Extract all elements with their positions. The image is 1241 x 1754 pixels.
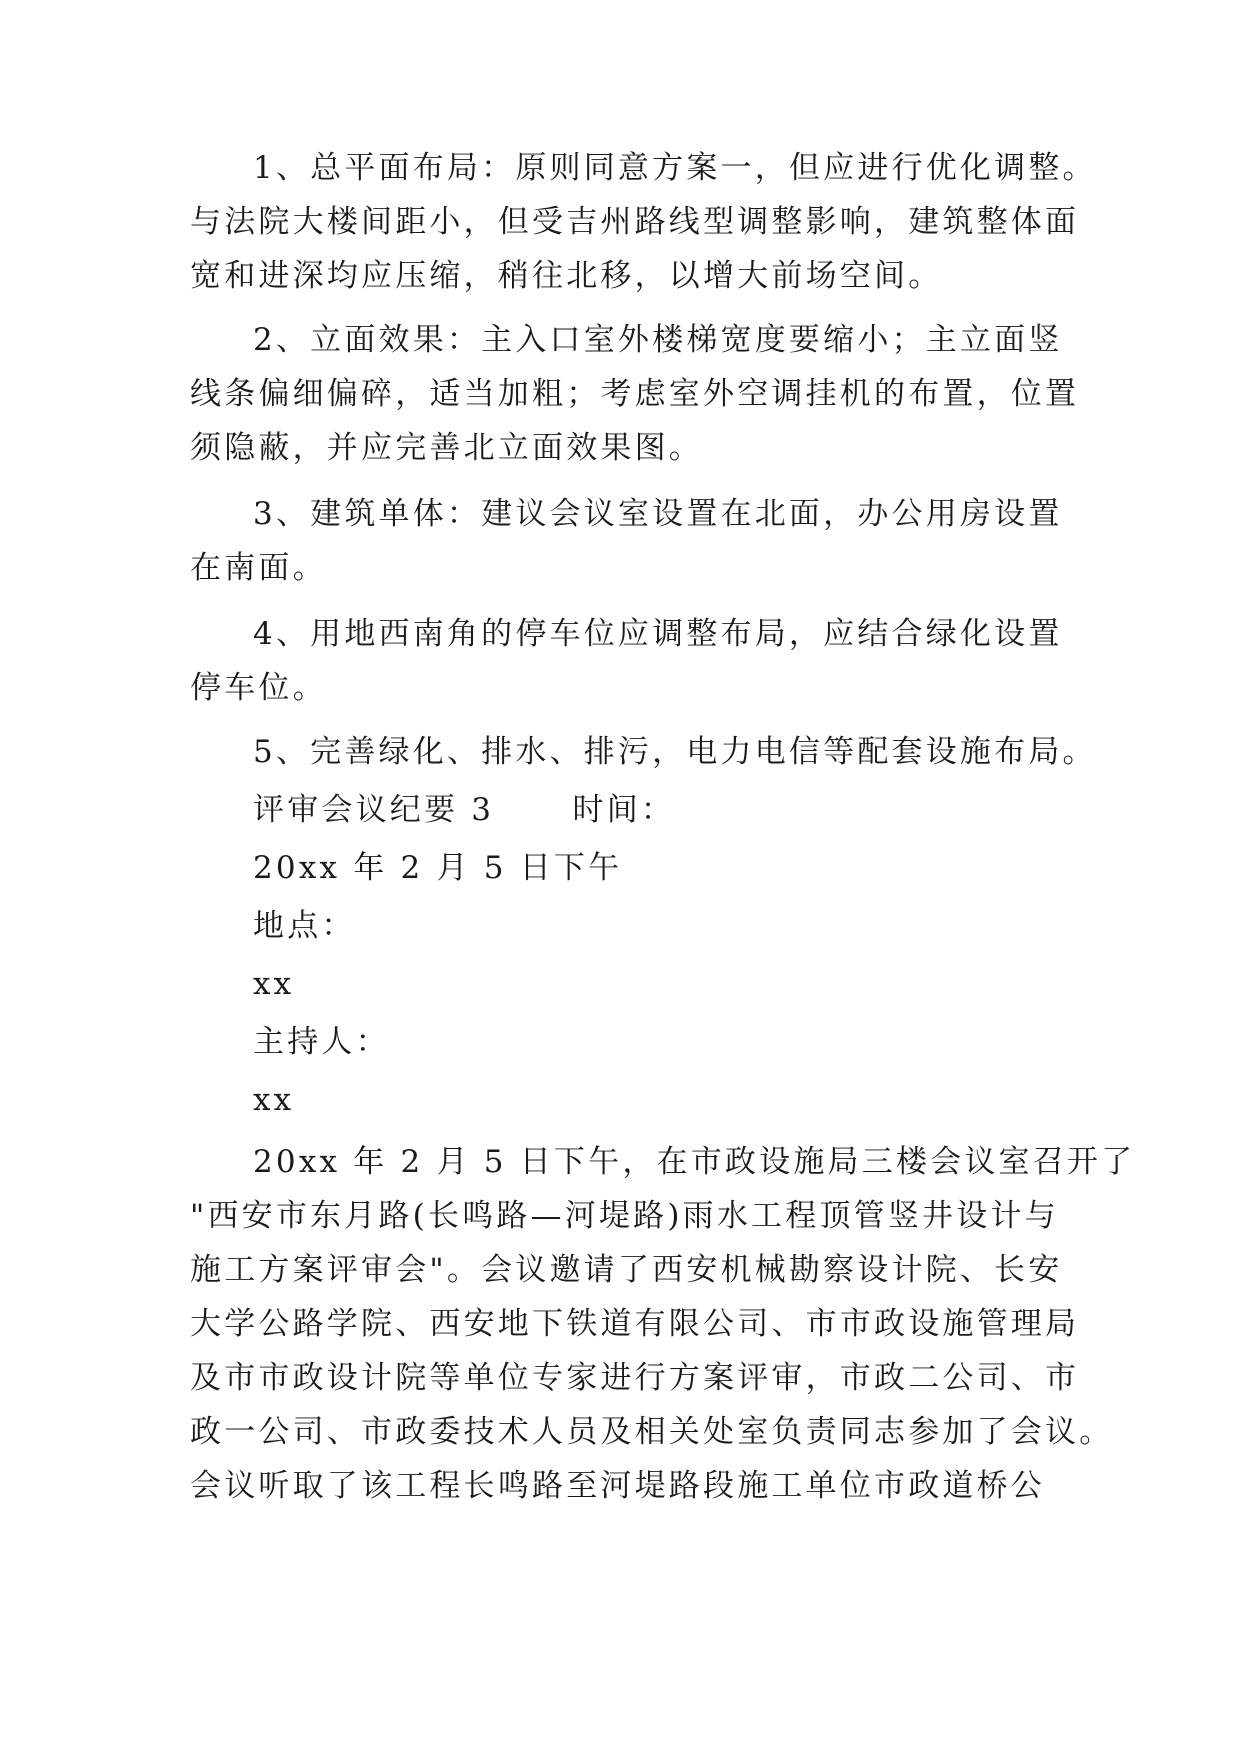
text-line: 施工方案评审会"。会议邀请了西安机械勘察设计院、长安 xyxy=(190,1252,1063,1288)
text-line: 政一公司、市政委技术人员及相关处室负责同志参加了会议。 xyxy=(190,1414,1114,1450)
text-line: 2、立面效果：主入口室外楼梯宽度要缩小；主立面竖 xyxy=(253,322,1063,358)
text-line: 20xx 年 2 月 5 日下午 xyxy=(253,850,623,886)
text-line: xx xyxy=(253,966,295,1002)
text-line: 及市市政设计院等单位专家进行方案评审，市政二公司、市 xyxy=(190,1360,1080,1396)
text-line: xx xyxy=(253,1082,295,1118)
text-line: 1、总平面布局：原则同意方案一，但应进行优化调整。 xyxy=(253,150,1097,186)
text-line: 须隐蔽，并应完善北立面效果图。 xyxy=(190,430,703,466)
text-line: 地点： xyxy=(253,908,356,944)
text-line: 在南面。 xyxy=(190,550,327,586)
text-line: 20xx 年 2 月 5 日下午，在市政设施局三楼会议室召开了 xyxy=(253,1144,1136,1180)
text-line: 宽和进深均应压缩，稍往北移，以增大前场空间。 xyxy=(190,258,943,294)
text-line: 大学公路学院、西安地下铁道有限公司、市市政设施管理局 xyxy=(190,1306,1080,1342)
text-line: 4、用地西南角的停车位应调整布局，应结合绿化设置 xyxy=(253,616,1063,652)
text-line: 5、完善绿化、排水、排污，电力电信等配套设施布局。 xyxy=(253,734,1097,770)
text-line: 3、建筑单体：建议会议室设置在北面，办公用房设置 xyxy=(253,496,1063,532)
text-line: 线条偏细偏碎，适当加粗；考虑室外空调挂机的布置，位置 xyxy=(190,376,1080,412)
section-heading: 评审会议纪要 3 时间： xyxy=(253,792,676,828)
text-line: "西安市东月路(长鸣路—河堤路)雨水工程顶管竖井设计与 xyxy=(190,1198,1059,1234)
text-line: 主持人： xyxy=(253,1024,390,1060)
text-line: 会议听取了该工程长鸣路至河堤路段施工单位市政道桥公 xyxy=(190,1468,1045,1504)
text-line: 停车位。 xyxy=(190,670,327,706)
text-line: 与法院大楼间距小，但受吉州路线型调整影响，建筑整体面 xyxy=(190,204,1080,240)
